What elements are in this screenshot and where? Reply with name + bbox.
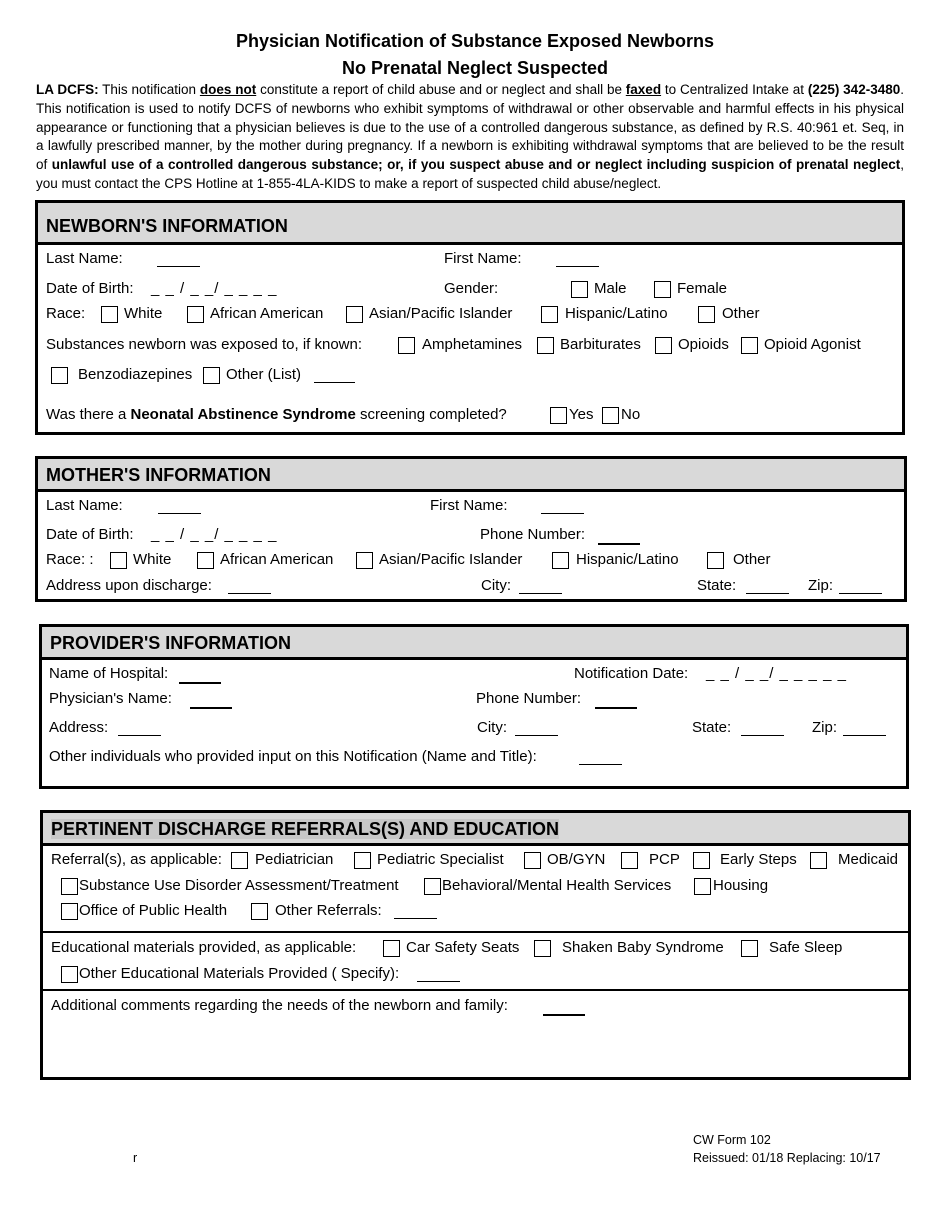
referral-pediatrician-label: Pediatrician xyxy=(255,851,334,868)
mother-race-hispanic-checkbox[interactable] xyxy=(552,552,569,569)
provider-city-label: City: xyxy=(477,719,507,736)
referral-behavioral-label: Behavioral/Mental Health Services xyxy=(442,877,672,894)
referral-early-steps-checkbox[interactable] xyxy=(693,852,710,869)
education-other-checkbox[interactable] xyxy=(61,966,78,983)
substance-opioids-checkbox[interactable] xyxy=(655,337,672,354)
newborn-dob-label: Date of Birth: xyxy=(46,280,134,297)
mother-address-label: Address upon discharge: xyxy=(46,577,212,594)
provider-notification-date-field[interactable]: _ _ / _ _/ _ _ _ _ _ xyxy=(706,665,847,682)
intro-paragraph xyxy=(36,81,904,199)
additional-comments-field[interactable] xyxy=(543,1014,585,1016)
mother-dob-label: Date of Birth: xyxy=(46,526,134,543)
provider-address-label: Address: xyxy=(49,719,109,736)
mother-race-asian-checkbox[interactable] xyxy=(356,552,373,569)
intro-text: , you must contact the CPS Hotline at 1-855-4LA-KIDS to make a report of suspected child abuse/neglect. xyxy=(36,157,904,191)
education-shaken-baby-checkbox[interactable] xyxy=(534,940,551,957)
intro-text: to Centralized Intake at xyxy=(661,82,808,97)
mother-state-field[interactable] xyxy=(746,593,789,594)
referral-other-field[interactable] xyxy=(394,918,437,919)
substance-other-field[interactable] xyxy=(314,382,355,383)
newborn-race-white-checkbox[interactable] xyxy=(101,306,118,323)
referrals-section xyxy=(40,810,911,1080)
provider-notification-date-label: Notification Date: xyxy=(574,665,689,682)
mother-race-asian-label: Asian/Pacific Islander xyxy=(379,551,523,568)
footer-mark: r xyxy=(133,1151,138,1165)
intro-agency: LA DCFS: xyxy=(36,82,99,97)
referral-medicaid-checkbox[interactable] xyxy=(810,852,827,869)
provider-physician-field[interactable] xyxy=(190,707,232,709)
newborn-first-name-field[interactable] xyxy=(556,266,599,267)
newborn-dob-field[interactable]: _ _ / _ _/ _ _ _ _ xyxy=(151,280,278,297)
nas-no-label: No xyxy=(621,406,641,423)
substance-amphetamines-checkbox[interactable] xyxy=(398,337,415,354)
newborn-last-name-label: Last Name: xyxy=(46,250,123,267)
substance-barbiturates-label: Barbiturates xyxy=(560,336,641,353)
referrals-section-header xyxy=(43,813,908,846)
referral-substance-use-label: Substance Use Disorder Assessment/Treatment xyxy=(79,877,399,894)
referrals-label: Referral(s), as applicable: xyxy=(51,851,222,868)
referral-other-checkbox[interactable] xyxy=(251,903,268,920)
newborn-first-name-label: First Name: xyxy=(444,250,522,267)
provider-section-header: PROVIDER'S INFORMATION xyxy=(42,627,906,660)
mother-last-name-label: Last Name: xyxy=(46,497,123,514)
newborn-female-checkbox[interactable] xyxy=(654,281,671,298)
newborn-substances-label: Substances newborn was exposed to, if known: xyxy=(46,336,363,353)
education-safe-sleep-label: Safe Sleep xyxy=(769,939,843,956)
form-revision: Reissued: 01/18 Replacing: 10/17 xyxy=(693,1151,881,1165)
referrals-divider xyxy=(43,931,908,933)
referral-behavioral-checkbox[interactable] xyxy=(424,878,441,895)
mother-state-label: State: xyxy=(697,577,737,594)
substance-other-checkbox[interactable] xyxy=(203,367,220,384)
referral-medicaid-label: Medicaid xyxy=(838,851,899,868)
substance-benzodiazepines-label: Benzodiazepines xyxy=(78,366,193,383)
mother-phone-label: Phone Number: xyxy=(480,526,586,543)
newborn-gender-label: Gender: xyxy=(444,280,499,297)
newborn-race-label: Race: xyxy=(46,305,86,322)
mother-race-african-american-checkbox[interactable] xyxy=(197,552,214,569)
newborn-race-african-american-label: African American xyxy=(210,305,324,322)
provider-hospital-label: Name of Hospital: xyxy=(49,665,169,682)
substance-barbiturates-checkbox[interactable] xyxy=(537,337,554,354)
mother-race-other-label: Other xyxy=(733,551,771,568)
form-title: Physician Notification of Substance Exposed Newborns xyxy=(235,31,715,51)
mother-section xyxy=(35,456,907,602)
provider-hospital-field[interactable] xyxy=(179,682,221,684)
substance-opioid-agonist-label: Opioid Agonist xyxy=(764,336,861,353)
referral-early-steps-label: Early Steps xyxy=(720,851,797,868)
newborn-race-other-checkbox[interactable] xyxy=(698,306,715,323)
nas-no-checkbox[interactable] xyxy=(602,407,619,424)
nas-screening-question xyxy=(46,406,507,423)
newborn-female-label: Female xyxy=(677,280,728,297)
mother-city-field[interactable] xyxy=(519,593,562,594)
education-other-field[interactable] xyxy=(417,981,460,982)
mother-first-name-label: First Name: xyxy=(430,497,508,514)
referral-substance-use-checkbox[interactable] xyxy=(61,878,78,895)
mother-zip-field[interactable] xyxy=(839,593,882,594)
newborn-male-label: Male xyxy=(594,280,627,297)
mother-race-african-american-label: African American xyxy=(220,551,334,568)
mother-race-label: Race: : xyxy=(46,551,94,568)
mother-section-header: MOTHER'S INFORMATION xyxy=(38,459,904,492)
substance-amphetamines-label: Amphetamines xyxy=(422,336,523,353)
referral-pediatrician-checkbox[interactable] xyxy=(231,852,248,869)
referral-other-label: Other Referrals: xyxy=(275,902,382,919)
intro-fax-number: (225) 342-3480 xyxy=(807,82,901,97)
provider-other-individuals-label: Other individuals who provided input on this Notification (Name and Title): xyxy=(49,748,537,765)
newborn-last-name-field[interactable] xyxy=(157,266,200,267)
referral-pcp-label: PCP xyxy=(649,851,680,868)
newborn-race-asian-checkbox[interactable] xyxy=(346,306,363,323)
provider-city-field[interactable] xyxy=(515,735,558,736)
intro-text: . This notification is used to notify DCFS of newborns who exhibit symptoms of withdrawal or other observable and harmful effects in his physical appearance or functioning that a physician believes is due to the use of a controlled dangerous substance, as defined by R.S. 40:961 et. Seq, in a lawfully prescribed manner, by the mother during pregnancy. If a newborn is exhibiting withdrawal symptoms that are believed to be the result of xyxy=(36,82,904,173)
provider-phone-field[interactable] xyxy=(595,707,637,709)
provider-phone-label: Phone Number: xyxy=(476,690,582,707)
intro-unlawful-use: unlawful use of a controlled dangerous substance; or, if you suspect abuse and or neglect including suspicion of prenatal neglect xyxy=(51,157,901,173)
education-car-safety-label: Car Safety Seats xyxy=(406,939,520,956)
provider-physician-label: Physician's Name: xyxy=(49,690,172,707)
mother-race-hispanic-label: Hispanic/Latino xyxy=(576,551,679,568)
referral-housing-label: Housing xyxy=(713,877,769,894)
education-car-safety-checkbox[interactable] xyxy=(383,940,400,957)
newborn-race-hispanic-label: Hispanic/Latino xyxy=(565,305,668,322)
provider-zip-field[interactable] xyxy=(843,735,886,736)
referral-housing-checkbox[interactable] xyxy=(694,878,711,895)
newborn-race-asian-label: Asian/Pacific Islander xyxy=(369,305,513,322)
referral-pediatric-specialist-label: Pediatric Specialist xyxy=(377,851,504,868)
mother-race-white-checkbox[interactable] xyxy=(110,552,127,569)
mother-address-field[interactable] xyxy=(228,593,271,594)
newborn-male-checkbox[interactable] xyxy=(571,281,588,298)
nas-question-text: screening completed? xyxy=(355,406,507,423)
referral-public-health-label: Office of Public Health xyxy=(79,902,228,919)
additional-comments-label: Additional comments regarding the needs of the newborn and family: xyxy=(51,997,508,1014)
newborn-race-white-label: White xyxy=(124,305,163,322)
substance-opioid-agonist-checkbox[interactable] xyxy=(741,337,758,354)
provider-address-field[interactable] xyxy=(118,735,161,736)
provider-section xyxy=(39,624,909,789)
nas-yes-label: Yes xyxy=(569,406,594,423)
referral-obgyn-checkbox[interactable] xyxy=(524,852,541,869)
mother-last-name-field[interactable] xyxy=(158,513,201,514)
newborn-section-header: NEWBORN'S INFORMATION xyxy=(38,203,902,245)
provider-state-label: State: xyxy=(692,719,732,736)
newborn-section xyxy=(35,200,905,435)
referral-pediatric-specialist-checkbox[interactable] xyxy=(354,852,371,869)
educational-label: Educational materials provided, as applicable: xyxy=(51,939,357,956)
education-safe-sleep-checkbox[interactable] xyxy=(741,940,758,957)
referral-obgyn-label: OB/GYN xyxy=(547,851,606,868)
mother-first-name-field[interactable] xyxy=(541,513,584,514)
intro-text: This notification xyxy=(98,82,200,97)
referral-public-health-checkbox[interactable] xyxy=(61,903,78,920)
education-shaken-baby-label: Shaken Baby Syndrome xyxy=(562,939,724,956)
mother-city-label: City: xyxy=(481,577,511,594)
newborn-race-african-american-checkbox[interactable] xyxy=(187,306,204,323)
newborn-race-hispanic-checkbox[interactable] xyxy=(541,306,558,323)
nas-question-text: Was there a xyxy=(46,406,131,423)
intro-faxed: faxed xyxy=(625,82,662,97)
referrals-section-title: PERTINENT DISCHARGE REFERRALS(S) AND EDUCATION xyxy=(51,819,560,839)
mother-race-other-checkbox[interactable] xyxy=(707,552,724,569)
substance-benzodiazepines-checkbox[interactable] xyxy=(51,367,68,384)
intro-text: constitute a report of child abuse and or neglect and shall be xyxy=(256,82,626,97)
mother-phone-field[interactable] xyxy=(598,543,640,545)
substance-other-label: Other (List) xyxy=(226,366,302,383)
education-other-label: Other Educational Materials Provided ( Specify): xyxy=(79,965,400,982)
provider-zip-label: Zip: xyxy=(812,719,838,736)
provider-other-individuals-field[interactable] xyxy=(579,764,622,765)
mother-race-white-label: White xyxy=(133,551,172,568)
intro-does-not: does not xyxy=(199,82,257,97)
referral-pcp-checkbox[interactable] xyxy=(621,852,638,869)
provider-state-field[interactable] xyxy=(741,735,784,736)
substance-opioids-label: Opioids xyxy=(678,336,729,353)
nas-yes-checkbox[interactable] xyxy=(550,407,567,424)
education-divider xyxy=(43,989,908,991)
mother-dob-field[interactable]: _ _ / _ _/ _ _ _ _ xyxy=(151,526,278,543)
newborn-race-other-label: Other xyxy=(722,305,760,322)
form-number: CW Form 102 xyxy=(693,1133,771,1147)
form-subtitle: No Prenatal Neglect Suspected xyxy=(341,58,609,78)
nas-question-term: Neonatal Abstinence Syndrome xyxy=(130,406,356,423)
mother-zip-label: Zip: xyxy=(808,577,834,594)
